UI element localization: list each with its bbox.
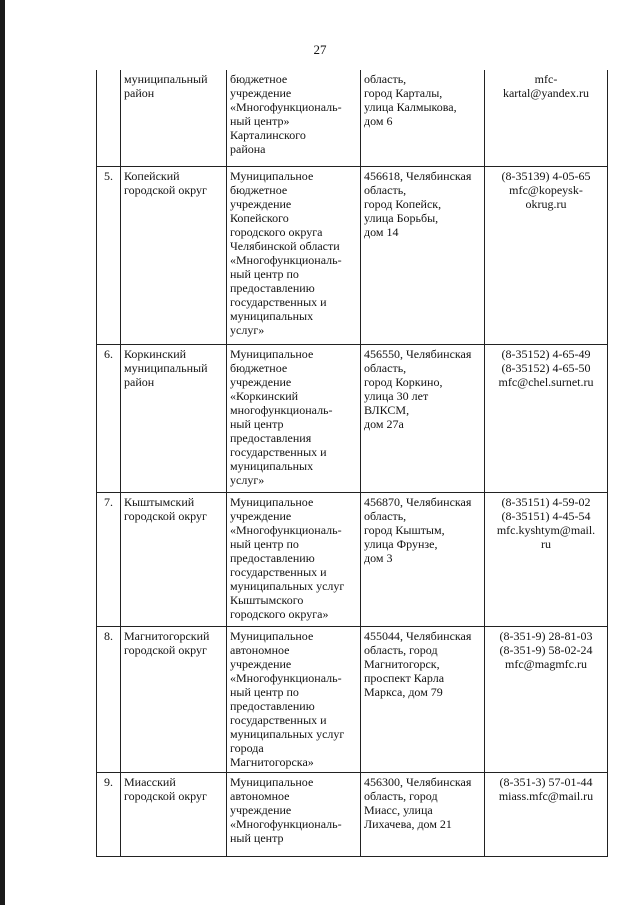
- contacts-cell-line: mfc@chel.surnet.ru: [498, 374, 594, 389]
- table-row: [97, 772, 608, 856]
- municipality-cell-line: Кыштымский: [124, 494, 195, 509]
- organization-cell-line: Муниципальное: [230, 774, 314, 789]
- contacts-cell-line: (8-35139) 4-05-65: [501, 168, 591, 183]
- contacts-cell-line: kartal@yandex.ru: [502, 86, 589, 100]
- page-number: 27: [313, 42, 327, 57]
- organization-cell-line: муниципальных услуг: [230, 726, 345, 741]
- organization-cell-line: городского округа»: [230, 606, 329, 621]
- address-cell: [361, 344, 485, 492]
- organization-cell-line: учреждение: [230, 656, 292, 671]
- organization-cell: [227, 344, 361, 492]
- address-cell-line: область, город: [364, 788, 438, 803]
- address-cell-line: 455044, Челябинская: [364, 628, 472, 643]
- municipality-cell-line: городской округ: [124, 182, 207, 197]
- address-cell-line: город Коркино,: [364, 374, 443, 389]
- organization-cell-line: государственных и: [230, 444, 327, 459]
- organization-cell-line: учреждение: [230, 802, 292, 817]
- address-cell-line: Маркса, дом 79: [364, 684, 443, 699]
- address-cell-line: 456618, Челябинская: [364, 168, 472, 183]
- municipality-cell-line: Копейский: [124, 168, 180, 183]
- organization-cell-line: бюджетное: [230, 360, 288, 375]
- organization-cell-line: ный центр по: [230, 684, 299, 699]
- scan-edge: [0, 0, 5, 905]
- organization-cell-line: ный центр»: [230, 114, 290, 128]
- organization-cell-line: ный центр по: [230, 536, 299, 551]
- address-cell-line: город Карталы,: [364, 86, 443, 100]
- address-cell-line: 456870, Челябинская: [364, 494, 472, 509]
- organization-cell-line: Карталинского: [230, 128, 306, 142]
- municipality-cell-line: городской округ: [124, 642, 207, 657]
- municipality-cell: [121, 344, 227, 492]
- row-number: [97, 70, 121, 166]
- organization-cell-line: Магнитогорска»: [230, 754, 314, 769]
- organization-cell-line: района: [230, 142, 266, 156]
- contacts-cell-line: (8-351-9) 58-02-24: [499, 642, 593, 657]
- municipality-cell-line: Коркинский: [124, 346, 187, 361]
- contacts-cell-line: mfc-: [534, 72, 558, 86]
- address-cell-line: 456300, Челябинская: [364, 774, 472, 789]
- address-cell-line: улица Фрунзе,: [364, 536, 438, 551]
- mfc-table: [96, 70, 608, 857]
- contacts-cell-line: (8-351-9) 28-81-03: [499, 628, 593, 643]
- organization-cell-line: автономное: [230, 788, 290, 803]
- organization-cell-line: Муниципальное: [230, 346, 314, 361]
- contacts-cell: [485, 344, 608, 492]
- address-cell-line: область,: [364, 182, 407, 197]
- table-row: [97, 70, 608, 166]
- contacts-cell-line: ru: [541, 536, 551, 551]
- address-cell-line: дом 27а: [364, 416, 404, 431]
- address-cell: [361, 70, 485, 166]
- municipality-cell-line: район: [124, 374, 155, 389]
- contacts-cell-line: (8-351-3) 57-01-44: [499, 774, 593, 789]
- contacts-cell-line: mfc@magmfc.ru: [504, 656, 588, 671]
- organization-cell-line: учреждение: [230, 374, 292, 389]
- row-number: 9.: [97, 772, 121, 856]
- table-row: [97, 626, 608, 772]
- address-cell: [361, 492, 485, 626]
- organization-cell: [227, 626, 361, 772]
- municipality-cell: [121, 626, 227, 772]
- organization-cell-line: государственных и: [230, 294, 327, 309]
- organization-cell-line: муниципальных: [230, 308, 314, 323]
- organization-cell-line: предоставлению: [230, 550, 315, 565]
- contacts-cell: [485, 772, 608, 856]
- organization-cell-line: государственных и: [230, 564, 327, 579]
- address-cell-line: дом 14: [364, 224, 399, 239]
- row-number: 8.: [97, 626, 121, 772]
- organization-cell-line: Челябинской области: [230, 238, 340, 253]
- organization-cell-line: городского округа: [230, 224, 323, 239]
- municipality-cell-line: городской округ: [124, 788, 207, 803]
- contacts-cell-line: (8-35152) 4-65-49: [501, 346, 591, 361]
- organization-cell-line: муниципальных: [230, 458, 314, 473]
- organization-cell-line: многофункциональ-: [230, 402, 333, 417]
- organization-cell-line: города: [230, 740, 264, 755]
- address-cell-line: область,: [364, 508, 407, 523]
- organization-cell-line: «Коркинский: [230, 388, 299, 403]
- contacts-cell-line: (8-35151) 4-45-54: [501, 508, 591, 523]
- address-cell-line: область, город: [364, 642, 438, 657]
- organization-cell-line: учреждение: [230, 508, 292, 523]
- organization-cell-line: услуг»: [230, 472, 265, 487]
- table-row: [97, 344, 608, 492]
- organization-cell-line: Муниципальное: [230, 494, 314, 509]
- municipality-cell: [121, 772, 227, 856]
- contacts-cell-line: miass.mfc@mail.ru: [498, 788, 594, 803]
- address-cell-line: Миасс, улица: [364, 802, 433, 817]
- municipality-cell-line: Магнитогорский: [124, 628, 210, 643]
- organization-cell-line: Кыштымского: [230, 592, 304, 607]
- address-cell: [361, 772, 485, 856]
- organization-cell: [227, 70, 361, 166]
- organization-cell-line: бюджетное: [230, 72, 288, 86]
- municipality-cell-line: муниципальный: [124, 360, 208, 375]
- organization-cell-line: «Многофункциональ-: [230, 670, 342, 685]
- address-cell-line: город Кыштым,: [364, 522, 445, 537]
- municipality-cell: [121, 166, 227, 344]
- address-cell-line: дом 6: [364, 114, 393, 128]
- address-cell-line: ВЛКСМ,: [364, 402, 410, 417]
- address-cell-line: улица Калмыкова,: [364, 100, 457, 114]
- address-cell-line: область,: [364, 72, 407, 86]
- organization-cell-line: Муниципальное: [230, 168, 314, 183]
- organization-cell-line: государственных и: [230, 712, 327, 727]
- organization-cell-line: «Многофункциональ-: [230, 816, 342, 831]
- organization-cell-line: автономное: [230, 642, 290, 657]
- contacts-cell-line: okrug.ru: [525, 196, 567, 211]
- address-cell: [361, 166, 485, 344]
- organization-cell-line: предоставления: [230, 430, 312, 445]
- address-cell-line: проспект Карла: [364, 670, 445, 685]
- organization-cell: [227, 492, 361, 626]
- organization-cell-line: Муниципальное: [230, 628, 314, 643]
- address-cell-line: улица 30 лет: [364, 388, 429, 403]
- organization-cell-line: предоставлению: [230, 698, 315, 713]
- organization-cell: [227, 166, 361, 344]
- municipality-cell-line: Миасский: [124, 774, 176, 789]
- contacts-cell: [485, 70, 608, 166]
- address-cell-line: дом 3: [364, 550, 393, 565]
- address-cell: [361, 626, 485, 772]
- organization-cell-line: учреждение: [230, 86, 292, 100]
- municipality-cell-line: район: [124, 86, 155, 100]
- address-cell-line: город Копейск,: [364, 196, 442, 211]
- contacts-cell-line: (8-35151) 4-59-02: [501, 494, 591, 509]
- address-cell-line: улица Борьбы,: [364, 210, 439, 225]
- address-cell-line: Лихачева, дом 21: [364, 816, 452, 831]
- organization-cell-line: предоставлению: [230, 280, 315, 295]
- contacts-cell: [485, 492, 608, 626]
- row-number: 6.: [97, 344, 121, 492]
- contacts-cell: [485, 626, 608, 772]
- contacts-cell-line: mfc.kyshtym@mail.: [496, 522, 596, 537]
- organization-cell-line: ный центр: [230, 416, 284, 431]
- organization-cell-line: «Многофункциональ-: [230, 522, 342, 537]
- municipality-cell: [121, 492, 227, 626]
- municipality-cell-line: муниципальный: [124, 72, 208, 86]
- contacts-cell: [485, 166, 608, 344]
- address-cell-line: 456550, Челябинская: [364, 346, 472, 361]
- row-number: 5.: [97, 166, 121, 344]
- organization-cell-line: учреждение: [230, 196, 292, 211]
- table-row: [97, 492, 608, 626]
- organization-cell-line: Копейского: [230, 210, 289, 225]
- organization-cell: [227, 772, 361, 856]
- organization-cell-line: услуг»: [230, 322, 265, 337]
- organization-cell-line: муниципальных услуг: [230, 578, 345, 593]
- organization-cell-line: ный центр: [230, 830, 284, 845]
- address-cell-line: область,: [364, 360, 407, 375]
- organization-cell-line: «Многофункциональ-: [230, 252, 342, 267]
- contacts-cell-line: (8-35152) 4-65-50: [501, 360, 591, 375]
- address-cell-line: Магнитогорск,: [364, 656, 440, 671]
- organization-cell-line: ный центр по: [230, 266, 299, 281]
- table-row: [97, 166, 608, 344]
- contacts-cell-line: mfc@kopeysk-: [509, 182, 583, 197]
- municipality-cell: [121, 70, 227, 166]
- organization-cell-line: бюджетное: [230, 182, 288, 197]
- municipality-cell-line: городской округ: [124, 508, 207, 523]
- row-number: 7.: [97, 492, 121, 626]
- organization-cell-line: «Многофункциональ-: [230, 100, 342, 114]
